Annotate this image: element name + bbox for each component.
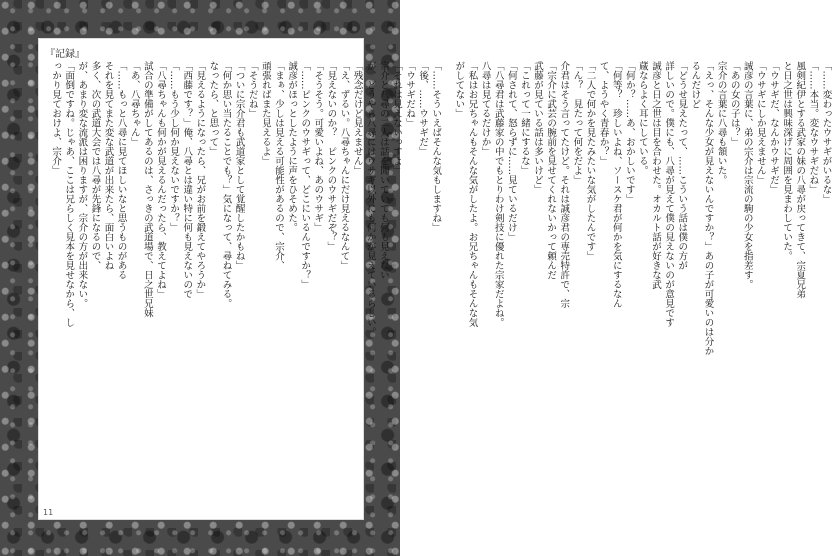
text-line: 「あ、八尋ちゃん」 bbox=[128, 61, 140, 147]
text-line: 「……もっと八尋に見てほしいなと思うものがある bbox=[115, 61, 127, 280]
text-line: それを見てまた変な武道が出来たら、面白いよね bbox=[102, 61, 114, 270]
text-line: 「まぁ、少しは見える可能性があるので、宗介、 bbox=[272, 61, 284, 270]
text-line: 「ん？ 見たって何をだよ」 bbox=[571, 61, 583, 185]
text-line: 風剣紀伊とする武家の妹の八尋が戻ってきて、宗夏兄弟 bbox=[794, 61, 806, 299]
text-line: 「八尋君は武藤家の中でもとりわけ剣技に優れた宗家だよね。 bbox=[492, 61, 504, 327]
text-line: 「それは見えないっすよ」 bbox=[390, 61, 402, 175]
text-line: 「何等？ 珍しいよね、ソースケ君が何かを気にするなん bbox=[610, 61, 622, 308]
text-line: 「ウサギにしか見えません」 bbox=[754, 61, 766, 185]
text-line: 宗介の言葉に八尋も頷いた。 bbox=[715, 61, 727, 185]
text-line: 「後、……ウサギだ」 bbox=[417, 61, 429, 156]
text-line: 「ウサギだ、なんかウサギだ」 bbox=[768, 61, 780, 194]
text-line: 「……そういえばそんな気もしますね」 bbox=[430, 61, 442, 232]
page-number: 11 bbox=[43, 508, 54, 517]
text-line: 「面倒ですね。じゃあ、ここは兄らしく見本を見せなから、し bbox=[63, 61, 75, 327]
text-line: なったら、と思って」 bbox=[207, 61, 219, 156]
text-line: 「何か？……あ、おかしいです」 bbox=[623, 61, 635, 204]
text-line: 「見えるようになったら、兄がお前を鍛えてやろうか」 bbox=[194, 61, 206, 299]
text-line: 「二人で何かを見たみたいな気がしたんです」 bbox=[584, 61, 596, 261]
text-line: 武藤が見ている話は多いけど」 bbox=[532, 61, 544, 194]
text-line: と日之世は興味深げに周囲を見まわしていた。 bbox=[781, 61, 793, 261]
text-line: るんだけど bbox=[689, 61, 701, 109]
text-line: 「西藤です？」俺、八尋とは違い特に何も見えないので bbox=[181, 61, 193, 299]
right-column bbox=[49, 61, 442, 505]
text-line: っかり見ておけよ、宗介」 bbox=[50, 61, 62, 175]
body-text bbox=[49, 61, 832, 505]
text-line: 「見えないのか？ ピンクのウサギだぞ？」 bbox=[325, 61, 337, 251]
text-line: 誠彦と日之世は目を合わせた。オカルト話が好きな武 bbox=[650, 61, 662, 289]
text-frame bbox=[38, 38, 832, 520]
left-column bbox=[452, 61, 832, 505]
text-line: 「……変わったウサギがいるな」 bbox=[820, 61, 832, 204]
text-line: 「どうせ見えたって、……こういう話は僕の方が bbox=[676, 61, 688, 270]
text-line: がしてない」 bbox=[453, 61, 465, 118]
text-line: 宗介と八尋の二人は話を聞いていても何も見えない bbox=[377, 61, 389, 280]
text-line: 「そうだね」 bbox=[246, 61, 258, 118]
text-line: 「残念だけど見えません」 bbox=[351, 61, 363, 175]
text-line: 「何されて、怒らずに……見ているだけ」 bbox=[505, 61, 517, 242]
text-line: 試合の準備がしてあるのは、さっきの武道場で、日之世兄妹 bbox=[141, 61, 153, 318]
text-line: 詳しいので。僕にも、八尋が見えて僕の見えないのが意見です bbox=[663, 61, 675, 327]
text-line: 「えっ、そんな少女が見えないんですか？」あの子が可愛いのは分か bbox=[702, 61, 714, 356]
text-line: 「あの女の子は？」 bbox=[728, 61, 740, 147]
text-line: 「ウサギだね」 bbox=[404, 61, 416, 128]
text-line: が、あまり変な流派は困りますが、宗介の方が出来ない。 bbox=[76, 61, 88, 308]
text-line: 「何か思い当たることでも？」気になって、尋ねてみる。 bbox=[220, 61, 232, 308]
section-header: 『記録』 bbox=[45, 49, 85, 60]
text-line: 「これって一緒にするな」 bbox=[518, 61, 530, 175]
text-line: 頑張ればまた見えるよ」 bbox=[259, 61, 271, 166]
text-line: 「……もう少し何か見えないですか？」 bbox=[168, 61, 180, 232]
text-line: 「ついに宗介君も武道家として覚醒したかもね」 bbox=[233, 61, 245, 270]
text-line: 誠彦の言葉に、弟の宗介は宗流の駒の少女を指差す。 bbox=[741, 61, 753, 289]
text-line: 「私はお兄ちゃんもそんな気がしたよ。お兄ちゃんもそんな気 bbox=[466, 61, 478, 327]
text-line: 「宗介に武芸の腕前を見せてくれないかって頼んだ bbox=[545, 61, 557, 280]
text-line: 八尋は見てるだけか」 bbox=[479, 61, 491, 156]
text-line: 蔵ならよく耳にしている。 bbox=[636, 61, 648, 175]
text-line: 「……ピンクのウサギって、どこにいるんですか？」 bbox=[299, 61, 311, 289]
text-line: て、ようやく青春か？」 bbox=[597, 61, 609, 166]
text-line: 「え、ずるい。八尋ちゃんにだけ見えるなんて」 bbox=[338, 61, 350, 270]
text-line: 「そうそう。可愛いよね、あのウサギ」 bbox=[312, 61, 324, 232]
text-line: 「八尋ちゃんも何かが見えるんだったら、教えてよね」 bbox=[154, 61, 166, 299]
text-line: 多く、次の武道大会では八尋が先鋒になるので、 bbox=[89, 61, 101, 270]
text-line: 「……本当。変なウサギだね」 bbox=[807, 61, 819, 194]
text-line: 誠彦がほっとしたように声をひそめた。 bbox=[286, 61, 298, 232]
text-line: が、どうやら八尋にはウサギ以外にも何かが見えているらしい。 bbox=[364, 61, 376, 337]
text-line: 介君はそう言ってたけど。それは誠彦君の専売特許で、宗 bbox=[558, 61, 570, 308]
